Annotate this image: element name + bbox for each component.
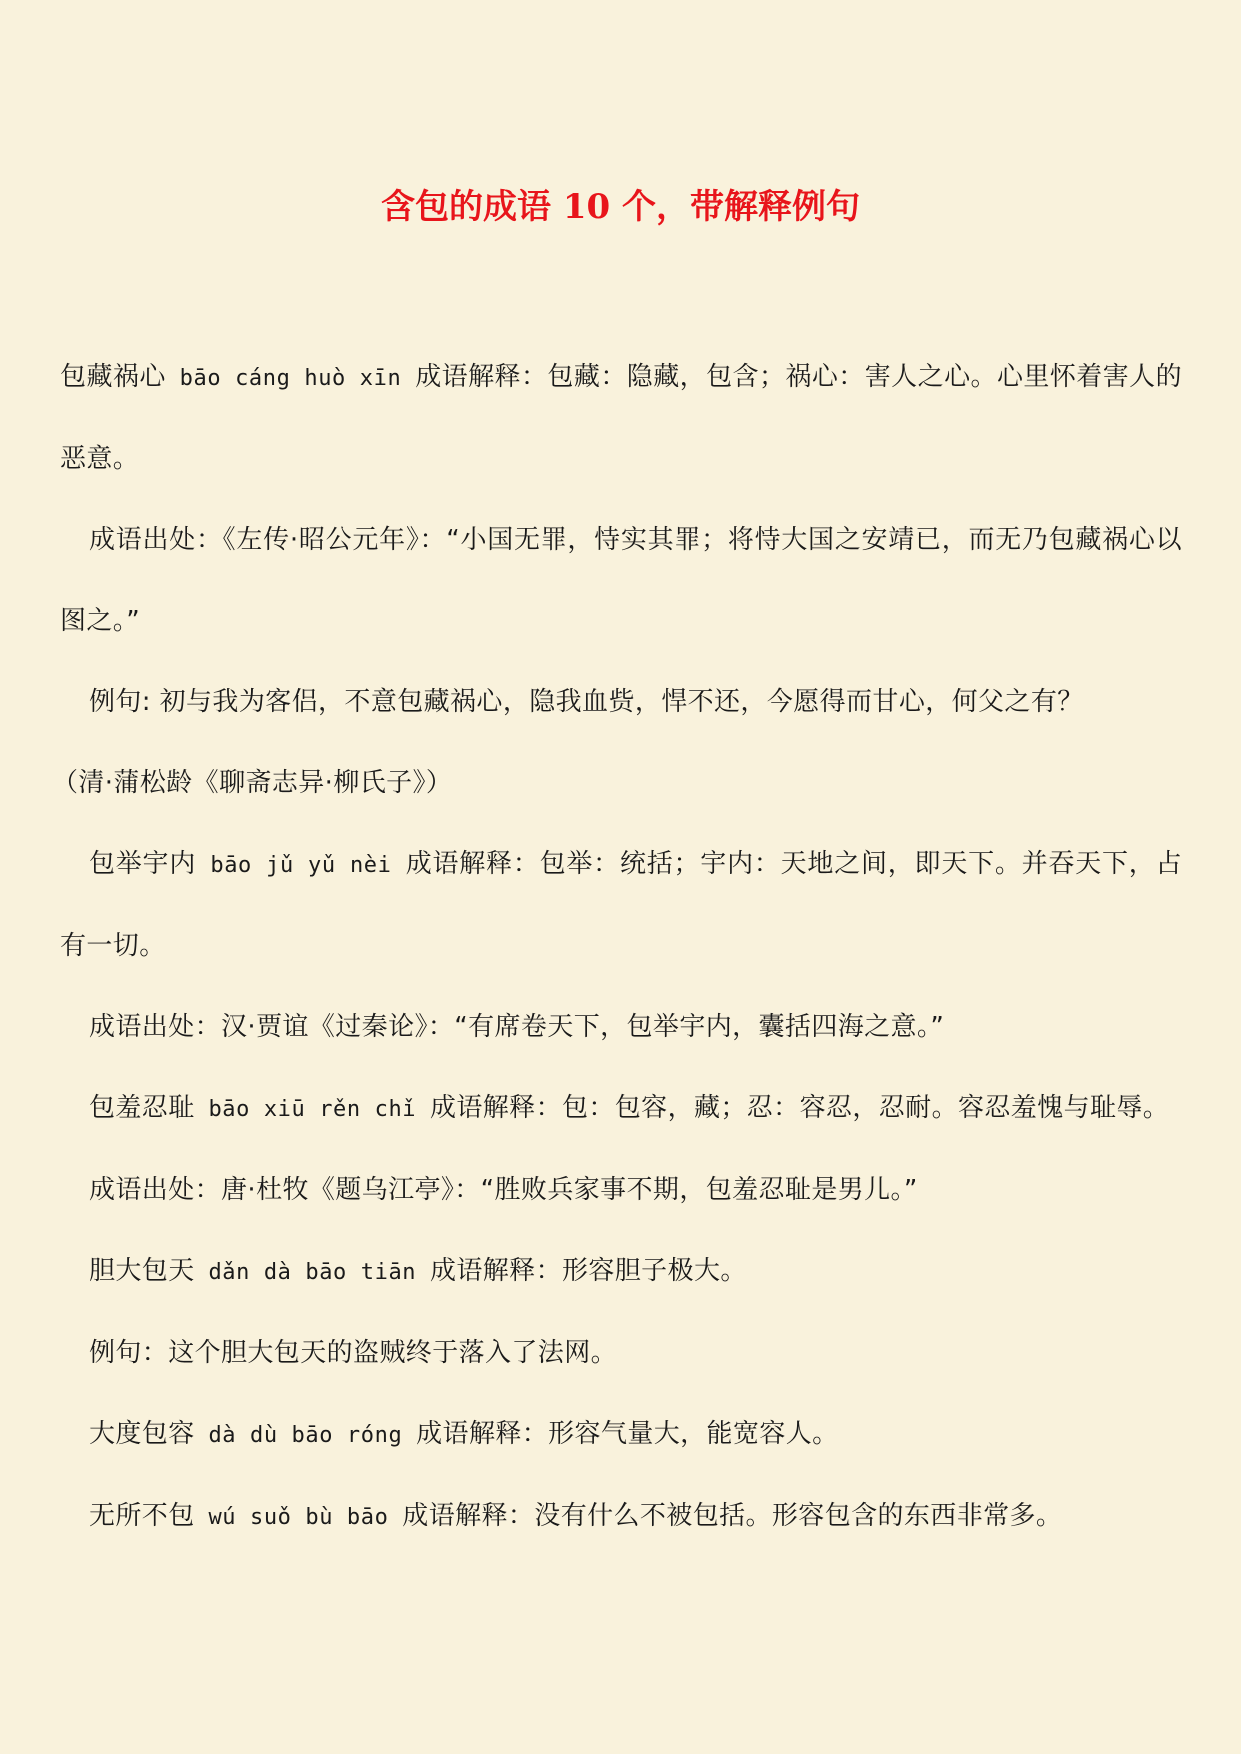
idiom-explanation: 成语解释：包举：统括；宇内：天地之间，即天下。并吞天下，占有一切。	[60, 849, 1182, 961]
idiom-example: 例句：这个胆大包天的盗贼终于落入了法网。	[89, 1338, 618, 1368]
idiom-pinyin: wú suǒ bù bāo	[194, 1505, 403, 1530]
idiom-entry-dadubaorong	[60, 1394, 1182, 1476]
idiom-explanation: 成语解释：包藏：隐藏，包含；祸心：害人之心。心里怀着害人的恶意。	[60, 362, 1183, 474]
idiom-head: 大度包容	[89, 1419, 195, 1449]
idiom-head: 胆大包天	[89, 1256, 195, 1286]
idiom-head: 包羞忍耻	[89, 1093, 195, 1123]
idiom-head: 包举宇内	[89, 849, 197, 879]
idiom-pinyin: bāo xiū rěn chǐ	[194, 1097, 430, 1122]
idiom-example: 例句: 初与我为客侣，不意包藏祸心，隐我血赀，悍不还，今愿得而甘心，何父之有？	[89, 687, 1084, 717]
idiom-explanation: 成语解释：没有什么不被包括。形容包含的东西非常多。	[402, 1501, 1063, 1531]
idiom-pinyin: bāo jǔ yǔ nèi	[196, 853, 406, 878]
document-body	[52, 337, 1183, 1558]
idiom-source: 成语出处：汉·贾谊《过秦论》：“有席卷天下，包举宇内，囊括四海之意。”	[89, 1012, 945, 1042]
idiom-head: 无所不包	[89, 1501, 195, 1531]
idiom-entry-wusuobubao	[60, 1476, 1182, 1558]
idiom-head: 包藏祸心	[60, 362, 166, 392]
idiom-explanation: 成语解释：形容胆子极大。	[429, 1256, 747, 1286]
idiom-explanation: 成语解释：包：包容，藏；忍：容忍，忍耐。容忍羞愧与耻辱。	[429, 1093, 1170, 1123]
idiom-entry-baoxiurenchi	[60, 1068, 1182, 1150]
idiom-entry-dandabaotian	[60, 1231, 1182, 1313]
idiom-source: 成语出处：《左传·昭公元年》：“小国无罪，恃实其罪；将恃大国之安靖已，而无乃包藏祸心以图之。”	[60, 525, 1182, 636]
idiom-pinyin: dà dù bāo róng	[194, 1423, 417, 1448]
idiom-explanation: 成语解释：形容气量大，能宽容人。	[416, 1419, 839, 1449]
idiom-pinyin: bāo cáng huò xīn	[165, 366, 416, 391]
idiom-pinyin: dǎn dà bāo tiān	[194, 1260, 430, 1285]
idiom-source: 成语出处：唐·杜牧《题乌江亭》：“胜败兵家事不期，包羞忍耻是男儿。”	[89, 1175, 918, 1205]
example-citation: （清·蒲松龄《聊斋志异·柳氏子》）	[52, 768, 453, 798]
document-title: 含包的成语 10 个，带解释例句	[381, 186, 860, 227]
idiom-entry-baojuyunei	[60, 824, 1182, 987]
idiom-entry-baocanghuoxin	[60, 337, 1182, 500]
